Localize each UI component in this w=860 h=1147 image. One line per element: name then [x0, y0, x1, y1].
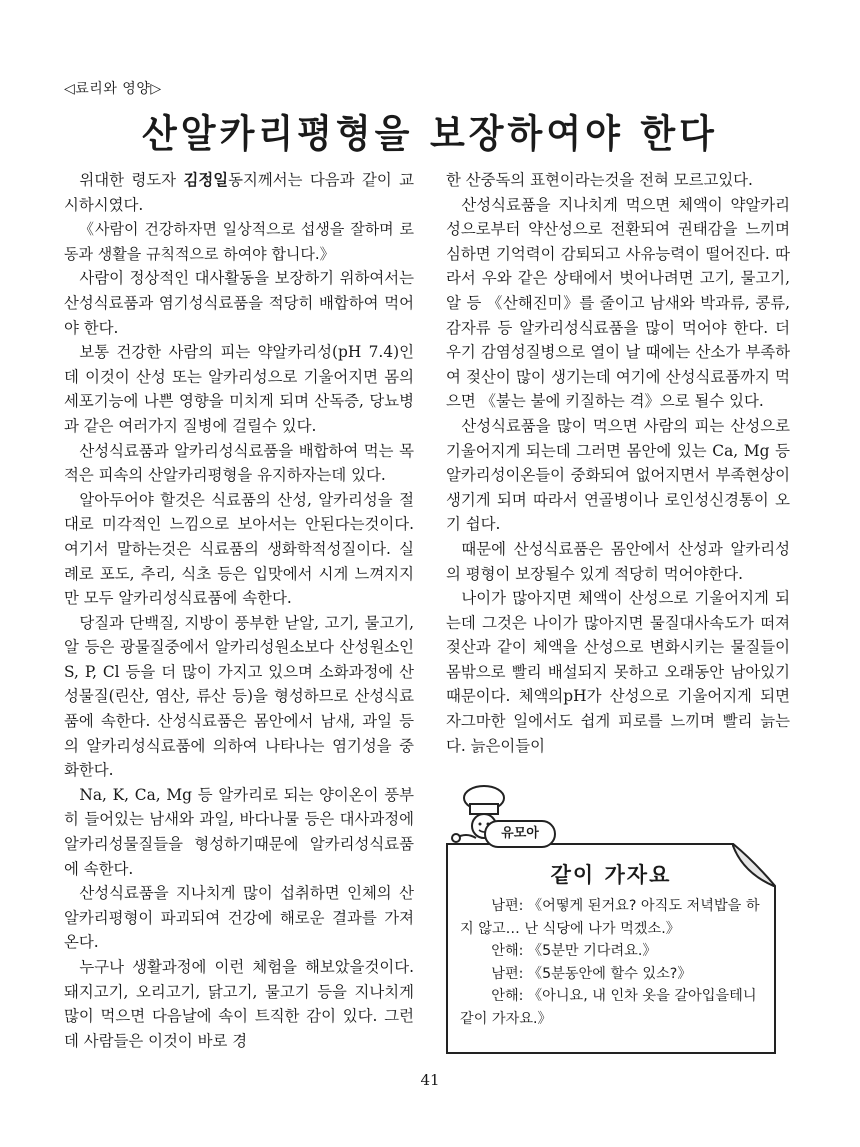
paragraph: 누구나 생활과정에 이런 체험을 해보았을것이다. 돼지고기, 오리고기, 닭고기, 물고기 등을 지나치게 많이 먹으면 다음날에 속이 트직한 감이 있다. 그런데 사람들은 이것이 바로 경 [64, 958, 414, 1050]
dialog-line: 남편: 《어떻게 된거요? 아직도 저녁밥을 하지 않고… 난 식당에 나가 먹겠소.》 [460, 898, 760, 937]
section-category: ◁료리와 영양▷ [64, 81, 162, 97]
dialog-line: 안해: 《5분만 기다려요.》 [491, 943, 657, 959]
paragraph: 산성식료품을 많이 먹으면 사람의 피는 산성으로 기울어지게 되는데 그러면 몸안에 있는 Ca, Mg 등 알카리성이온들이 중화되여 없어지면서 부족현상이 생기게 되며 따라서 연골병이나 로인성신경통이 오기 쉽다. [446, 416, 790, 534]
paragraph: 산성식료품을 지나치게 많이 섭취하면 인체의 산알카리평형이 파괴되여 건강에 해로운 결과를 가져온다. [64, 884, 414, 952]
paragraph: 산성식료품을 지나치게 먹으면 체액이 약알카리성으로부터 약산성으로 전환되여 권태감을 느끼며 심하면 기억력이 감퇴되고 사유능력이 떨어진다. 따라서 우와 같은 상태에서 벗어나려면 고기, 물고기, 알 등 《산해진미》를 줄이고 남새와 박과류, 콩류, 감자류 등 알카리성식료품을 많이 먹어야 한다. 더우기 감염성질병으로 열이 날 때에는 산소가 부족하여 젖산이 많이 생기는데 여기에 산성식료품까지 먹으면 《불는 불에 키질하는 격》으로 될수 있다. [446, 195, 790, 411]
paragraph: 알아두어야 할것은 식료품의 산성, 알카리성을 절대로 미각적인 느낌으로 보아서는 안된다는것이다. 여기서 말하는것은 식료품의 생화학적성질이다. 실례로 포도, 추리, 식초 등은 입맛에서 시게 느껴지지만 모두 알카리성식료품에 속한다. [64, 490, 414, 608]
paragraph: 사람이 정상적인 대사활동을 보장하기 위하여서는 산성식료품과 염기성식료품을 적당히 배합하여 먹어야 한다. [64, 269, 414, 337]
page-number: 41 [420, 1071, 440, 1089]
paragraph: 때문에 산성식료품은 몸안에서 산성과 알카리성의 평형이 보장될수 있게 적당히 먹어야한다. [446, 539, 790, 583]
dialog-line: 안해: 《아니요, 내 인차 옷을 갈아입을테니 같이 가자요.》 [460, 988, 757, 1027]
paragraph-text: 위대한 령도자 [79, 171, 184, 189]
humor-badge: 유모아 [484, 820, 556, 848]
right-column [446, 168, 790, 758]
paragraph: 산성식료품과 알카리성식료품을 배합하여 먹는 목적은 피속의 산알카리평형을 유지하자는데 있다. [64, 441, 414, 485]
dialog-line: 남편: 《5분동안에 할수 있소?》 [491, 965, 692, 982]
left-column [64, 168, 414, 1053]
paragraph: Na, K, Ca, Mg 등 알카리로 되는 양이온이 풍부히 들어있는 남새와 과일, 바다나물 등은 대사과정에 알카리성물질들을 형성하기때문에 알카리성식료품에 속한다. [64, 785, 414, 878]
paragraph: 나이가 많아지면 체액이 산성으로 기울어지게 되는데 그것은 나이가 많아지면 물질대사속도가 떠져 젖산과 같이 체액을 산성으로 변화시키는 물질들이 몸밖으로 빨리 배설되지 못하고 오래동안 남아있기때문이다. 체액의pH가 산성으로 기울어지게 되면 자그마한 일에서도 쉽게 피로를 느끼며 빨리 늙는다. 늙은이들이 [446, 589, 790, 755]
leader-name: 김정일 [183, 171, 229, 189]
humor-box [446, 843, 776, 1054]
humor-dialog [460, 895, 770, 1030]
paragraph-text: 동지께서는 다음과 같이 교시하시였다. [64, 171, 414, 214]
paragraph: 당질과 단백질, 지방이 풍부한 낟알, 고기, 물고기, 알 등은 광물질중에서 알카리성원소보다 산성원소인 S, P, Cl 등을 더 많이 가지고 있으며 소화과정에 산성물질(린산, 염산, 류산 등)을 형성하므로 산성식료품에 속한다. 산성식료품은 몸안에서 남새, 과일 등의 알카리성식료품에 의하여 나타나는 염기성을 중화한다. [64, 613, 414, 780]
paragraph: 한 산중독의 표현이라는것을 전혀 모르고있다. [446, 171, 753, 189]
article-title: 산알카리평형을 보장하여야 한다 [142, 112, 718, 157]
paragraph [64, 168, 414, 217]
paragraph: 보통 건강한 사람의 피는 약알카리성(pH 7.4)인데 이것이 산성 또는 알카리성으로 기울어지면 몸의 세포기능에 나쁜 영향을 미치게 되며 산독증, 당뇨병과 같은 여러가지 질병에 걸릴수 있다. [64, 343, 414, 435]
humor-title: 같이 가자요 [550, 863, 672, 887]
quotation: 《사람이 건강하자면 일상적으로 섭생을 잘하며 로동과 생활을 규칙적으로 하여야 합니다.》 [64, 220, 414, 263]
